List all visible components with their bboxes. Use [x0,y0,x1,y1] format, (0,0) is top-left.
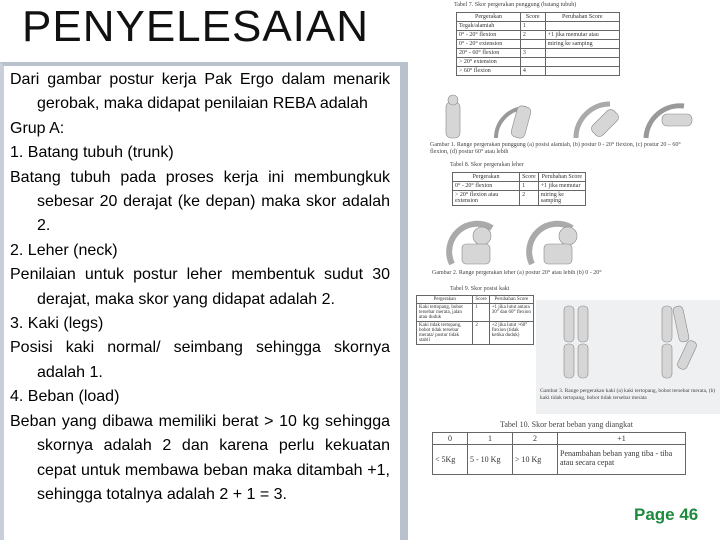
page-number-label: Page 46 [634,505,699,524]
neck-header-movement: Pergerakan [453,173,520,182]
group-heading: Grup A: [10,119,65,137]
trunk-posture-figure [426,94,702,158]
legs-score-table-image [410,286,536,408]
table-cell [545,67,619,76]
trunk-header-movement: Pergerakan [457,13,521,22]
neck-score-table-image [422,160,622,284]
table-cell: 0° - 20° flexion [457,31,521,40]
table-cell: miring ke samping [538,191,585,206]
intro-paragraph: Dari gambar postur kerja Pak Ergo dalam menarik gerobak, maka didapat penilaian REBA adalah [10,71,390,113]
table-cell: 0° - 20° flexion [453,182,520,191]
table-cell: 1 [520,22,545,31]
load-score-table [432,432,686,475]
trunk-table-caption: Tabel 7. Skor pergerakan punggung (batang tubuh) [454,2,577,8]
table-cell: +1 jika lutut antara 30° dan 60° flexion [489,304,533,322]
leg-a-shape [564,306,588,378]
neck-header-change: Perubahan Score [538,173,585,182]
leg-b-shape [662,305,698,378]
neck-paragraph: Penilaian untuk postur leher membentuk sudut 30 derajat, maka skor yang didapat adalah 2. [10,266,390,308]
table-cell: 2 [520,191,539,206]
table-cell [545,58,619,67]
table-cell: 1 [473,304,489,322]
table-cell [520,40,545,49]
table-cell: Penambahan beban yang tiba - tiba atau secara cepat [558,445,686,475]
slide-title: PENYELESAIAN [22,2,370,51]
table-cell: 0° - 20° extension [457,40,521,49]
posture-c-shape [576,104,621,139]
table-cell: > 20° flexion atau extension [453,191,520,206]
load-header-1: 1 [468,433,513,445]
posture-d-shape [646,106,692,138]
load-header-2: 2 [513,433,558,445]
legs-posture-drawing [536,300,720,388]
table-cell: < 5Kg [433,445,468,475]
legs-figure-caption: Gambar 3. Range pergerakan kaki (a) kaki tertopang, bobot tersebar merata, (b) kaki tidak tertopang, bobot tidak tersebar merata [540,388,716,401]
table-cell: miring ke samping [545,40,619,49]
trunk-header-change: Perubahan Score [545,13,619,22]
legs-heading: 3. Kaki (legs) [10,315,104,333]
trunk-paragraph: Batang tubuh pada proses kerja ini membungkuk sebesar 20 derajat (ke depan) maka skor adalah 2. [10,168,390,235]
table-cell: 5 - 10 Kg [468,445,513,475]
neck-table-caption: Tabel 8. Skor pergerakan leher [450,162,524,168]
legs-table-caption: Tabel 9. Skor posisi kaki [450,286,510,292]
trunk-figure-caption: Gambar 1. Range pergerakan punggung (a) posisi alamiah, (b) postur 0 - 20° flexion, (c) postur 20 – 60° flexion, (d) postur 60° atau lebih [430,142,681,155]
load-header-0: 0 [433,433,468,445]
table-cell: 4 [520,67,545,76]
load-score-table-image [428,418,690,496]
legs-header-movement: Pergerakan [417,296,473,304]
legs-header-score: Score [473,296,489,304]
table-cell: +2 jika lutut >60° flexion (tidak ketika duduk) [489,322,533,345]
neck-header-score: Score [520,173,539,182]
table-cell: 1 [520,182,539,191]
table-cell: Tegak/alamiah [457,22,521,31]
trunk-score-table-image [448,0,626,92]
neck-heading: 2. Leher (neck) [10,241,118,259]
table-cell [520,58,545,67]
trunk-heading: 1. Batang tubuh (trunk) [10,144,174,162]
legs-header-change: Perubahan Score [489,296,533,304]
table-cell: Kaki tertopang, bobot tersebar merata, jalan atau duduk [417,304,473,322]
legs-paragraph: Posisi kaki normal/ seimbang sehingga skornya adalah 1. [10,339,390,381]
table-cell [545,22,619,31]
load-header-plus1: +1 [558,433,686,445]
neck-score-table [452,172,586,206]
neck-posture-drawing [422,214,622,268]
trunk-header-score: Score [520,13,545,22]
table-cell: 20° - 60° flexion [457,49,521,58]
table-cell: 3 [520,49,545,58]
trunk-score-table [456,12,620,76]
load-heading: 4. Beban (load) [10,388,120,406]
table-cell: 2 [473,322,489,345]
legs-posture-figure [536,300,720,414]
table-cell: > 10 Kg [513,445,558,475]
posture-b-shape [496,105,532,140]
posture-a-shape [446,95,460,138]
explanation-text-box [0,62,408,540]
table-cell: +1 jika memutar [538,182,585,191]
neck-figure-caption: Gambar 2. Range pergerakan leher (a) postur 20° atau lebih (b) 0 - 20° [432,270,602,276]
table-cell [545,49,619,58]
table-cell: 2 [520,31,545,40]
table-cell: +1 jika memutar atau [545,31,619,40]
legs-score-table [416,295,534,345]
load-paragraph: Beban yang dibawa memiliki berat > 10 kg sehingga skornya adalah 2 dan karena perlu kekuatan cepat untuk membawa beban maka ditambah +1, sehingga totalnya adalah 2 + 1 = 3. [10,412,390,503]
reference-figures-panel [408,0,720,540]
load-table-caption: Tabel 10. Skor berat beban yang diangkat [500,420,633,429]
table-cell: Kaki tidak tertopang, bobot tidak tersebar merata/ postur tidak stabil [417,322,473,345]
table-cell: > 60° flexion [457,67,521,76]
trunk-posture-drawing [426,94,702,144]
table-cell: > 20° extension [457,58,521,67]
